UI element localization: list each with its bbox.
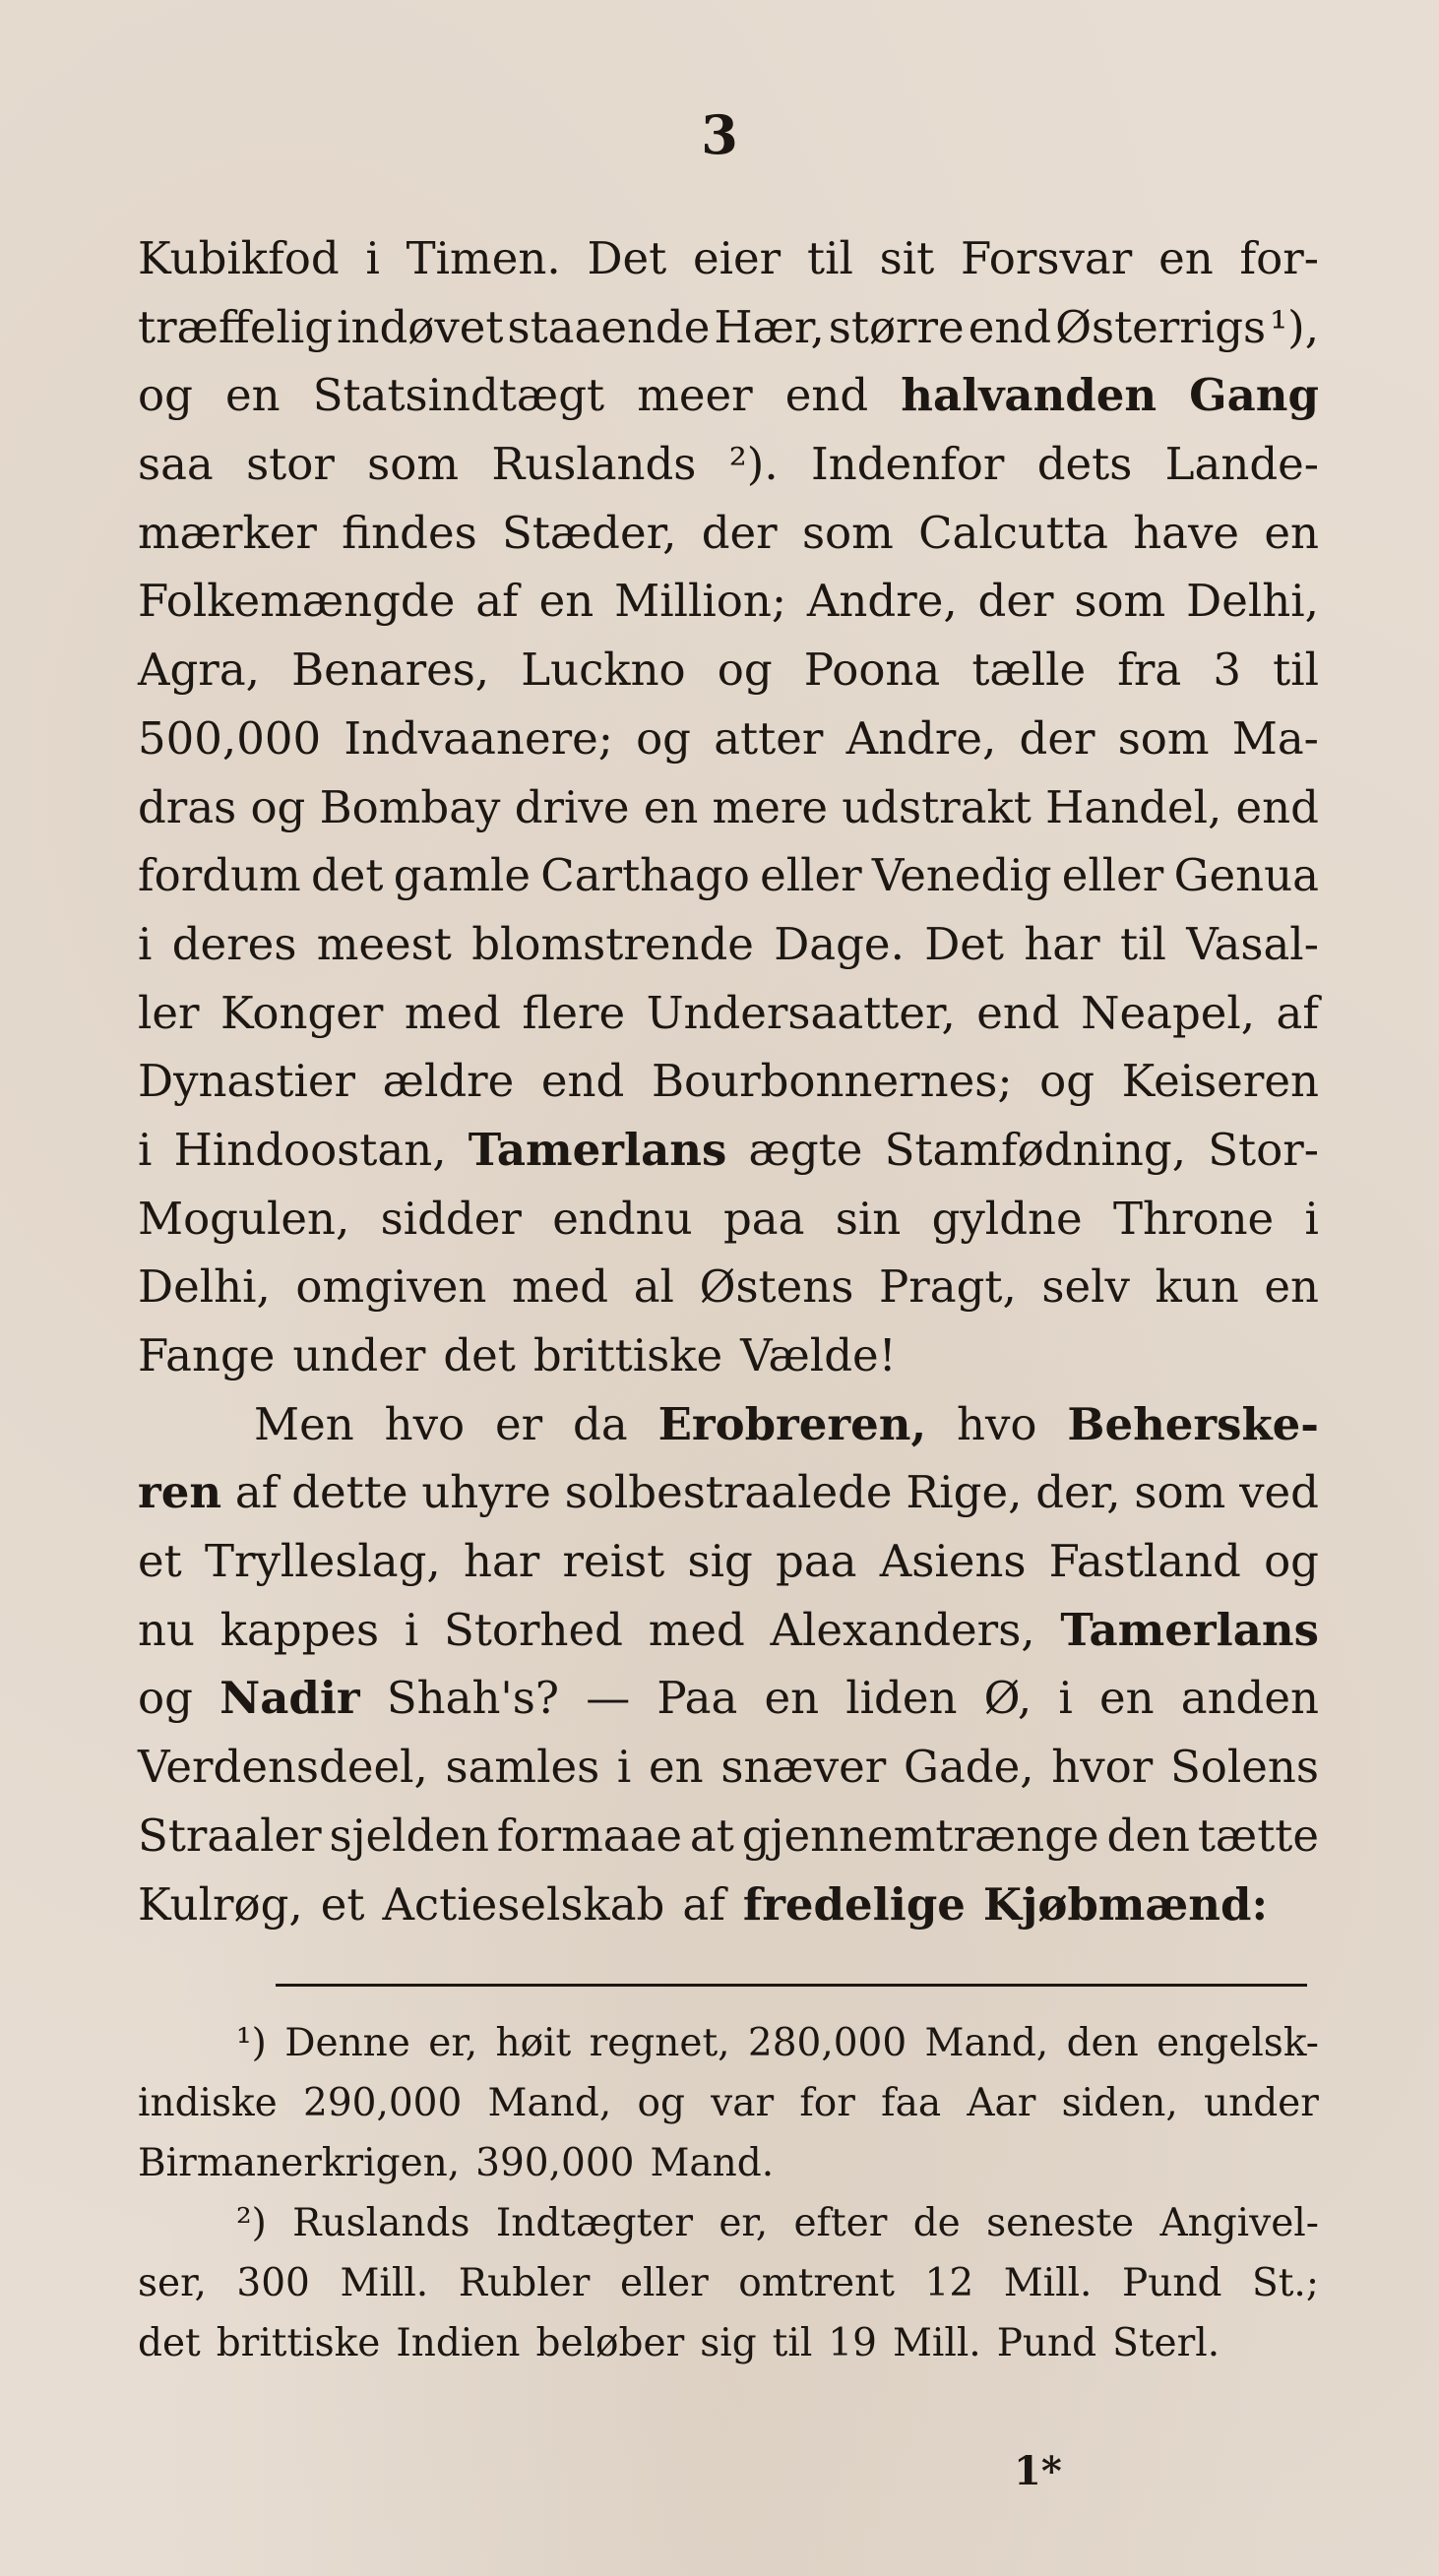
word: Luckno xyxy=(521,644,686,697)
paragraph-line xyxy=(138,1596,1319,1665)
word: uhyre xyxy=(421,1466,551,1519)
word: gyldne xyxy=(931,1192,1083,1245)
word: ægte xyxy=(748,1123,863,1176)
word: sin xyxy=(835,1192,902,1245)
word: snæver xyxy=(720,1741,887,1794)
word: ²) xyxy=(236,2201,267,2245)
word: end xyxy=(1235,780,1319,833)
word: paa xyxy=(722,1192,805,1245)
word: solbestraalede xyxy=(564,1466,893,1519)
word: træffelig xyxy=(138,300,334,353)
word: Calcutta xyxy=(918,506,1108,559)
word: Dynastier xyxy=(138,1055,356,1108)
word: blomstrende xyxy=(471,917,754,970)
word: en xyxy=(643,780,699,833)
word: i xyxy=(1058,1672,1073,1725)
paragraph-line xyxy=(138,1185,1319,1254)
word: Hær, xyxy=(714,300,825,353)
word: en xyxy=(649,1741,704,1794)
word: sit xyxy=(879,232,935,284)
word: og xyxy=(138,1672,193,1725)
word: er, xyxy=(428,2021,478,2065)
word: Mogulen, xyxy=(138,1192,350,1245)
word: ældre xyxy=(382,1055,515,1108)
word: 290,000 xyxy=(303,2081,463,2125)
word: eller xyxy=(760,849,862,902)
word: seneste xyxy=(986,2201,1135,2245)
word: deres xyxy=(171,917,297,970)
word: og xyxy=(717,644,773,697)
word: for xyxy=(799,2081,855,2125)
word: Tamerlans xyxy=(1060,1603,1319,1656)
word: Fange xyxy=(138,1329,276,1381)
word: Vasal- xyxy=(1186,917,1319,970)
word: har xyxy=(463,1535,540,1588)
word: Delhi, xyxy=(1186,575,1319,628)
word: engelsk- xyxy=(1157,2021,1319,2065)
word: hvo xyxy=(384,1397,466,1450)
word: med xyxy=(512,1260,609,1314)
word: halvanden xyxy=(901,369,1157,422)
word: 300 xyxy=(236,2261,310,2305)
word: Indenfor xyxy=(810,438,1005,491)
word: Mand, xyxy=(487,2081,612,2125)
paragraph-line xyxy=(138,1871,1319,1939)
word: 19 xyxy=(828,2321,877,2365)
word: Birmanerkrigen, xyxy=(138,2141,461,2185)
footnotes xyxy=(138,2013,1319,2373)
word: eier xyxy=(693,232,782,284)
paragraph-line xyxy=(138,1390,1319,1459)
word: en xyxy=(764,1672,820,1725)
word: af xyxy=(475,575,519,628)
word: Forsvar xyxy=(961,232,1133,284)
word: Erobreren, xyxy=(657,1397,927,1450)
word: høit xyxy=(495,2021,572,2065)
word: en xyxy=(1158,232,1214,284)
word: Throne xyxy=(1112,1192,1275,1245)
word: ved xyxy=(1239,1466,1319,1519)
word: al xyxy=(633,1260,674,1314)
word: sidder xyxy=(380,1192,522,1245)
word: Mand, xyxy=(924,2021,1049,2065)
word: beløber xyxy=(535,2321,685,2365)
word: 500,000 xyxy=(138,711,322,765)
word: — xyxy=(586,1672,631,1725)
word: de xyxy=(912,2201,961,2245)
paragraph-line xyxy=(138,1802,1319,1871)
word: med xyxy=(648,1603,745,1656)
word: Indvaanere; xyxy=(344,711,613,765)
word: Kubikfod xyxy=(138,232,340,284)
word: Neapel, xyxy=(1081,986,1256,1039)
word: som xyxy=(801,506,894,559)
paragraph-line xyxy=(138,705,1319,773)
word: drive xyxy=(514,780,630,833)
word: findes xyxy=(342,506,477,559)
word: og xyxy=(636,711,691,765)
word: Undersaatter, xyxy=(646,986,956,1039)
word: siden, xyxy=(1061,2081,1178,2125)
word: til xyxy=(772,2321,813,2365)
paragraph-line xyxy=(138,499,1319,568)
word: af xyxy=(1276,986,1319,1039)
word: Bourbonnernes; xyxy=(651,1055,1013,1108)
word: brittiske xyxy=(216,2321,381,2365)
word: Folkemængde xyxy=(138,575,456,628)
word: tætte xyxy=(1197,1809,1319,1862)
word: det xyxy=(138,2321,201,2365)
word: efter xyxy=(793,2201,888,2245)
word: ¹), xyxy=(1270,300,1319,353)
paragraph-line xyxy=(138,1047,1319,1116)
word: indøvet xyxy=(337,300,504,353)
footnote-line xyxy=(138,2313,1319,2373)
word: og xyxy=(250,780,306,833)
word: som xyxy=(1074,575,1166,628)
word: Storhed xyxy=(444,1603,623,1656)
word: der xyxy=(977,575,1054,628)
word: og xyxy=(637,2081,685,2125)
footnote-rule xyxy=(276,1984,1307,1987)
word: som xyxy=(367,438,460,491)
word: Kjøbmænd: xyxy=(982,1877,1269,1931)
word: Mill. xyxy=(340,2261,429,2305)
footnote-line xyxy=(138,2013,1319,2073)
word: til xyxy=(1273,644,1319,697)
word: Angivel- xyxy=(1159,2201,1319,2245)
word: saa xyxy=(138,438,214,491)
word: Agra, xyxy=(138,644,260,697)
word: selv xyxy=(1041,1260,1130,1314)
word: ler xyxy=(138,986,200,1039)
word: Østens xyxy=(699,1260,854,1314)
word: til xyxy=(1119,917,1166,970)
word: til xyxy=(807,232,853,284)
paragraph-line xyxy=(138,773,1319,842)
word: Alexanders, xyxy=(770,1603,1035,1656)
word: Ruslands xyxy=(292,2201,470,2245)
word: end xyxy=(968,300,1052,353)
word: mærker xyxy=(138,506,317,559)
word: anden xyxy=(1180,1672,1319,1725)
word: kun xyxy=(1155,1260,1239,1314)
word: fordum xyxy=(138,849,301,902)
word: hvor xyxy=(1051,1741,1154,1794)
word: St.; xyxy=(1252,2261,1319,2305)
word: flere xyxy=(522,986,626,1039)
word: paa xyxy=(776,1535,857,1588)
word: og xyxy=(1039,1055,1095,1108)
word: for- xyxy=(1239,232,1319,284)
word: eller xyxy=(619,2261,709,2305)
word: som xyxy=(1134,1466,1226,1519)
word: Dage. xyxy=(774,917,905,970)
paragraph-line xyxy=(138,430,1319,499)
word: Stor- xyxy=(1208,1123,1319,1176)
word: Asiens xyxy=(879,1535,1027,1588)
word: var xyxy=(711,2081,775,2125)
word: sig xyxy=(687,1535,753,1588)
signature-mark: 1* xyxy=(1014,2448,1062,2494)
word: en xyxy=(225,369,281,422)
paragraph-line xyxy=(138,636,1319,705)
word: end xyxy=(784,369,869,422)
word: dette xyxy=(291,1466,408,1519)
paragraph-line xyxy=(138,1733,1319,1802)
word: gjennemtrænge xyxy=(741,1809,1099,1862)
word: Bombay xyxy=(319,780,501,833)
word: endnu xyxy=(552,1192,693,1245)
word: Stæder, xyxy=(501,506,677,559)
word: ¹) xyxy=(236,2021,267,2065)
word: under xyxy=(292,1329,426,1381)
word: som xyxy=(1117,711,1210,765)
word: Poona xyxy=(803,644,941,697)
word: fra xyxy=(1117,644,1182,697)
word: Keiseren xyxy=(1121,1055,1319,1108)
word: Statsindtægt xyxy=(312,369,605,422)
word: Handel, xyxy=(1045,780,1222,833)
paragraph-line xyxy=(138,224,1319,293)
word: i xyxy=(138,917,153,970)
word: en xyxy=(1264,506,1319,559)
word: Fastland xyxy=(1048,1535,1241,1588)
word: af xyxy=(682,1877,725,1931)
word: brittiske xyxy=(532,1329,723,1381)
word: Carthago xyxy=(540,849,750,902)
paragraph-line xyxy=(138,1458,1319,1527)
word: Paa xyxy=(657,1672,738,1725)
word: Østerrigs xyxy=(1055,300,1267,353)
word: Mand. xyxy=(650,2141,775,2185)
paragraph-line xyxy=(138,567,1319,636)
paragraph-line xyxy=(138,293,1319,362)
word: under xyxy=(1203,2081,1319,2125)
word: det xyxy=(310,849,384,902)
word: 3 xyxy=(1213,644,1241,697)
word: Stamfødning, xyxy=(884,1123,1186,1176)
word: i xyxy=(1304,1192,1319,1245)
footnote-line xyxy=(138,2253,1319,2313)
word: Men xyxy=(254,1397,354,1450)
word: Rige, xyxy=(906,1466,1023,1519)
word: samles xyxy=(445,1741,600,1794)
word: Aar xyxy=(967,2081,1036,2125)
paragraph-line xyxy=(138,1527,1319,1596)
paragraph-line xyxy=(138,1664,1319,1733)
word: ser, xyxy=(138,2261,207,2305)
word: Actieselskab xyxy=(382,1877,665,1931)
word: Andre, xyxy=(845,711,997,765)
word: Gang xyxy=(1189,369,1319,422)
word: meest xyxy=(316,917,452,970)
word: Vælde! xyxy=(740,1329,897,1381)
word: 390,000 xyxy=(475,2141,635,2185)
word: hvo xyxy=(957,1397,1037,1450)
word: 12 xyxy=(924,2261,974,2305)
word: 280,000 xyxy=(747,2021,907,2065)
word: i xyxy=(616,1741,632,1794)
word: i xyxy=(365,232,380,284)
word: Delhi, xyxy=(138,1260,271,1314)
word: sjelden xyxy=(329,1809,489,1862)
body-text xyxy=(138,224,1319,1938)
word: fredelige xyxy=(742,1877,966,1931)
word: Indtægter xyxy=(495,2201,693,2245)
word: i xyxy=(404,1603,419,1656)
paragraph-line xyxy=(138,841,1319,910)
word: stor xyxy=(246,438,335,491)
word: en xyxy=(1098,1672,1155,1725)
paragraph-line xyxy=(138,1116,1319,1185)
word: den xyxy=(1066,2021,1139,2065)
word: større xyxy=(828,300,965,353)
word: faa xyxy=(881,2081,942,2125)
word: omgiven xyxy=(295,1260,487,1314)
word: ren xyxy=(138,1466,222,1519)
word: Venedig xyxy=(871,849,1052,902)
word: Mill. xyxy=(1003,2261,1093,2305)
paragraph-line xyxy=(138,910,1319,979)
word: Nadir xyxy=(219,1672,360,1725)
paragraph-line xyxy=(138,1321,1319,1390)
word: Timen. xyxy=(406,232,561,284)
word: et xyxy=(320,1877,365,1931)
word: Hindoostan, xyxy=(173,1123,447,1176)
word: i xyxy=(138,1123,153,1176)
word: Gade, xyxy=(904,1741,1034,1794)
word: der, xyxy=(1035,1466,1121,1519)
word: Ma- xyxy=(1231,711,1319,765)
word: end xyxy=(540,1055,625,1108)
word: med xyxy=(404,986,501,1039)
word: mere xyxy=(712,780,828,833)
word: en xyxy=(1264,1260,1319,1314)
word: Det xyxy=(587,232,667,284)
word: Genua xyxy=(1173,849,1319,902)
word: et xyxy=(138,1535,182,1588)
word: Shah's? xyxy=(386,1672,560,1725)
word: Ruslands xyxy=(491,438,697,491)
word: atter xyxy=(714,711,824,765)
word: ²). xyxy=(728,438,779,491)
word: Det xyxy=(924,917,1004,970)
word: og xyxy=(138,369,193,422)
word: Pund xyxy=(996,2321,1097,2365)
word: meer xyxy=(637,369,753,422)
word: omtrent xyxy=(738,2261,895,2305)
footnote-line xyxy=(138,2133,1319,2193)
word: Rubler xyxy=(458,2261,591,2305)
word: den xyxy=(1106,1809,1190,1862)
word: Pragt, xyxy=(878,1260,1017,1314)
word: reist xyxy=(562,1535,665,1588)
word: liden xyxy=(845,1672,958,1725)
word: regnet, xyxy=(589,2021,730,2065)
word: tælle xyxy=(971,644,1087,697)
word: kappes xyxy=(219,1603,380,1656)
word: og xyxy=(1264,1535,1319,1588)
word: end xyxy=(976,986,1060,1039)
word: Beherske- xyxy=(1067,1397,1319,1450)
word: Trylleslag, xyxy=(204,1535,441,1588)
word: Pund xyxy=(1122,2261,1222,2305)
footnote-line xyxy=(138,2193,1319,2253)
word: Andre, xyxy=(806,575,958,628)
word: der xyxy=(1019,711,1095,765)
word: staaende xyxy=(507,300,711,353)
word: af xyxy=(234,1466,279,1519)
paragraph-line xyxy=(138,979,1319,1048)
word: Solens xyxy=(1169,1741,1319,1794)
word: Benares, xyxy=(291,644,490,697)
word: eller xyxy=(1061,849,1164,902)
word: Ø, xyxy=(983,1672,1032,1725)
word: at xyxy=(689,1809,734,1862)
word: Million; xyxy=(614,575,787,628)
word: Denne xyxy=(284,2021,410,2065)
word: gamle xyxy=(393,849,532,902)
word: er, xyxy=(719,2201,769,2245)
word: Konger xyxy=(219,986,384,1039)
word: sig xyxy=(700,2321,757,2365)
word: indiske xyxy=(138,2081,278,2125)
word: nu xyxy=(138,1603,195,1656)
page-number: 3 xyxy=(701,103,738,166)
word: der xyxy=(701,506,778,559)
word: da xyxy=(573,1397,628,1450)
word: Kulrøg, xyxy=(138,1877,303,1931)
paragraph-line xyxy=(138,1253,1319,1321)
word: udstrakt xyxy=(842,780,1032,833)
word: Tamerlans xyxy=(468,1123,727,1176)
word: Mill. xyxy=(892,2321,981,2365)
word: en xyxy=(538,575,594,628)
word: Straaler xyxy=(138,1809,322,1862)
word: det xyxy=(443,1329,516,1381)
footnote-line xyxy=(138,2073,1319,2133)
paragraph-line xyxy=(138,361,1319,430)
word: dras xyxy=(138,780,237,833)
word: Sterl. xyxy=(1112,2321,1220,2365)
word: dets xyxy=(1036,438,1133,491)
word: Verdensdeel, xyxy=(138,1741,428,1794)
word: er xyxy=(494,1397,543,1450)
word: Indien xyxy=(396,2321,521,2365)
word: Lande- xyxy=(1164,438,1319,491)
word: formaae xyxy=(496,1809,683,1862)
word: har xyxy=(1024,917,1100,970)
word: have xyxy=(1133,506,1240,559)
